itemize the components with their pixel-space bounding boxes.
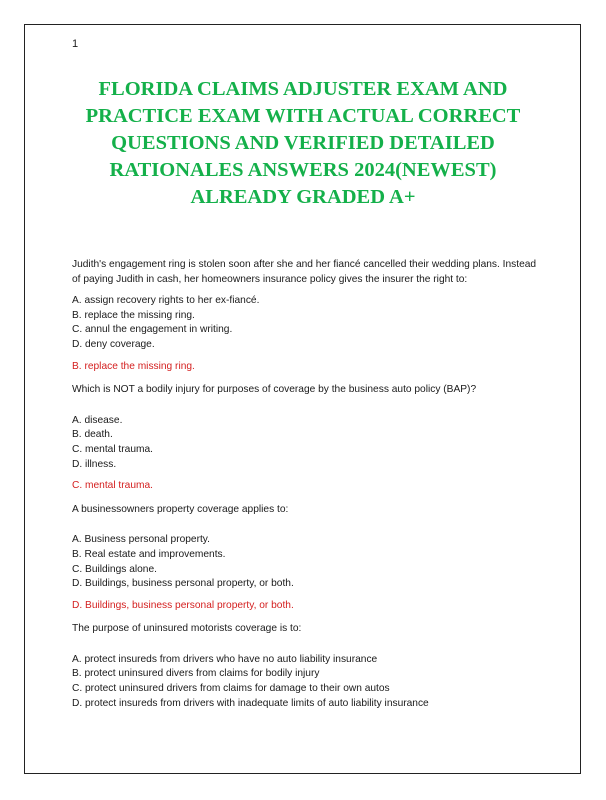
question-list bbox=[72, 258, 542, 718]
option-item: B. Real estate and improvements. bbox=[72, 548, 226, 560]
option-list bbox=[72, 294, 542, 352]
question-text: The purpose of uninsured motorists coverage is to: bbox=[72, 623, 302, 635]
option-item: C. annul the engagement in writing. bbox=[72, 324, 233, 336]
question-text: Which is NOT a bodily injury for purposes of coverage by the business auto policy (BAP)? bbox=[72, 384, 477, 396]
option-item: C. mental trauma. bbox=[72, 443, 153, 455]
option-item: C. protect uninsured drivers from claims for damage to their own autos bbox=[72, 683, 390, 695]
option-item: B. death. bbox=[72, 429, 113, 441]
option-item: A. Business personal property. bbox=[72, 534, 210, 546]
option-item: D. Buildings, business personal property, or both. bbox=[72, 578, 294, 590]
option-item: C. Buildings alone. bbox=[72, 563, 157, 575]
option-list bbox=[72, 533, 542, 591]
page-number: 1 bbox=[72, 38, 79, 50]
option-item: B. protect uninsured divers from claims for bodily injury bbox=[72, 668, 320, 680]
option-item: D. illness. bbox=[72, 458, 117, 470]
answer-text: B. replace the missing ring. bbox=[72, 360, 195, 372]
document-title: FLORIDA CLAIMS ADJUSTER EXAM AND PRACTICE EXAM WITH ACTUAL CORRECT QUESTIONS AND VERIFIED DETAILED RATIONALES ANSWERS 2024(NEWEST) ALREADY GRADED A+ bbox=[85, 78, 521, 208]
question-block bbox=[72, 383, 542, 494]
answer-text: D. Buildings, business personal property, or both. bbox=[72, 599, 294, 611]
question-block bbox=[72, 503, 542, 614]
option-list bbox=[72, 414, 542, 472]
option-item: A. disease. bbox=[72, 414, 123, 426]
option-list bbox=[72, 653, 542, 711]
question-text: Judith's engagement ring is stolen soon after she and her fiancé cancelled their wedding plans. Instead of paying Judith in cash, her homeowners insurance policy gives the insurer the right to: bbox=[72, 259, 537, 285]
option-item: D. deny coverage. bbox=[72, 338, 155, 350]
option-item: A. protect insureds from drivers who have no auto liability insurance bbox=[72, 653, 378, 665]
answer-text: C. mental trauma. bbox=[72, 480, 153, 492]
question-block bbox=[72, 258, 542, 374]
question-text: A businessowners property coverage applies to: bbox=[72, 503, 289, 515]
question-block bbox=[72, 622, 542, 711]
option-item: D. protect insureds from drivers with inadequate limits of auto liability insurance bbox=[72, 697, 429, 709]
option-item: B. replace the missing ring. bbox=[72, 309, 195, 321]
option-item: A. assign recovery rights to her ex-fiancé. bbox=[72, 295, 260, 307]
